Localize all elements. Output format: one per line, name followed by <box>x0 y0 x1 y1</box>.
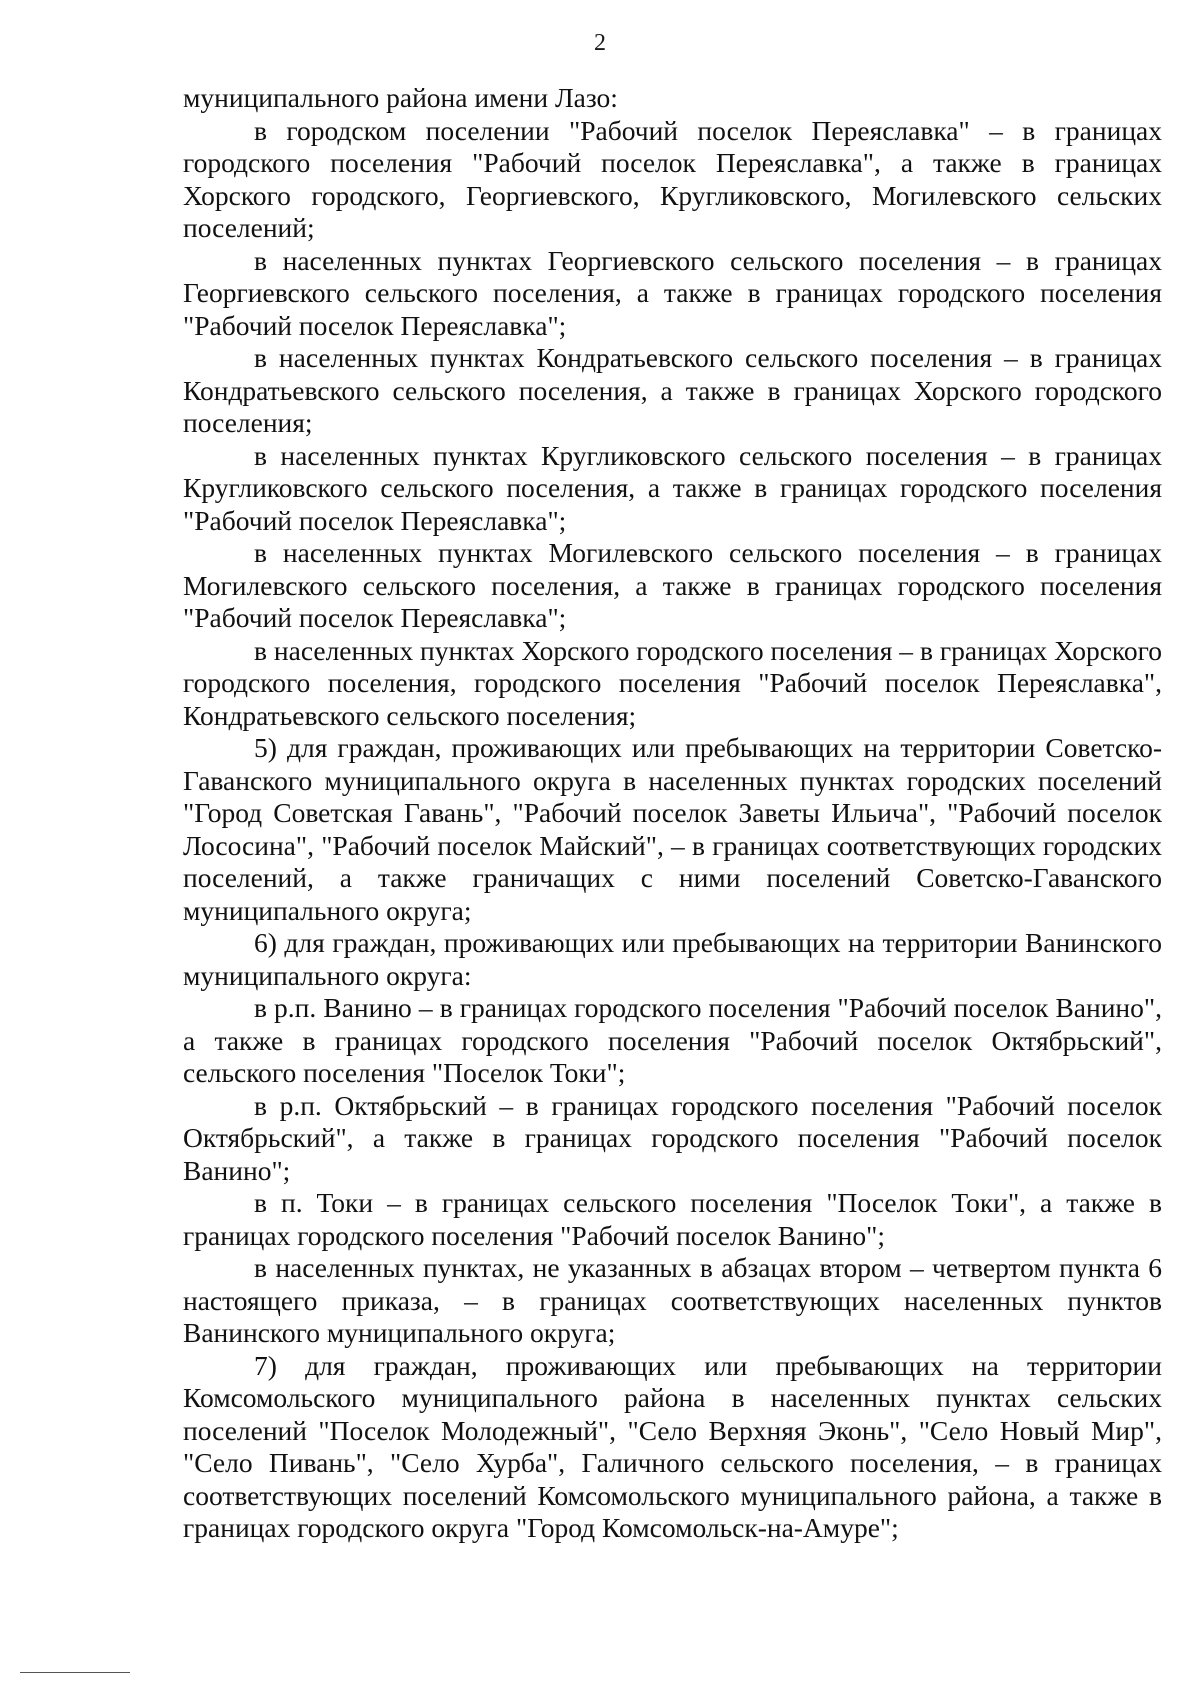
paragraph: в городском поселении "Рабочий поселок Переяславка" – в границах городского поселения "Рабочий поселок Переяславка", а также в границах Хорского городского, Георгиевского, Кругликовского, Могилевского сельских поселений; <box>183 114 1162 243</box>
paragraph: в р.п. Ванино – в границах городского поселения "Рабочий поселок Ванино", а также в границах городского поселения "Рабочий поселок Октябрьский", сельского поселения "Поселок Токи"; <box>183 992 1162 1088</box>
paragraph: муниципального района имени Лазо: <box>183 82 618 113</box>
document-body <box>183 82 1162 1545</box>
page-number: 2 <box>594 30 606 56</box>
paragraph: в п. Токи – в границах сельского поселения "Поселок Токи", а также в границах городского поселения "Рабочий поселок Ванино"; <box>183 1187 1162 1251</box>
footer-rule <box>20 1672 130 1673</box>
paragraph: в р.п. Октябрьский – в границах городского поселения "Рабочий поселок Октябрьский", а также в границах городского поселения "Рабочий поселок Ванино"; <box>183 1089 1162 1186</box>
paragraph: 6) для граждан, проживающих или пребывающих на территории Ванинского муниципального округа: <box>183 927 1162 991</box>
paragraph: в населенных пунктах, не указанных в абзацах втором – четвертом пункта 6 настоящего приказа, – в границах соответствующих населенных пунктов Ванинского муниципального округа; <box>183 1252 1162 1348</box>
paragraph: 7) для граждан, проживающих или пребывающих на территории Комсомольского муниципального района в населенных пунктах сельских поселений "Поселок Молодежный", "Село Верхняя Эконь", "Село Новый Мир", "Село Пивань", "Село Хурба", Галичного сельского поселения, – в границах соответствующих поселений Комсомольского муниципального района, а также в границах городского округа "Город Комсомольск-на-Амуре"; <box>183 1349 1162 1543</box>
paragraph: 5) для граждан, проживающих или пребывающих на территории Советско-Гаванского муниципального округа в населенных пунктах городских поселений "Город Советская Гавань", "Рабочий поселок Заветы Ильича", "Рабочий поселок Лососина", "Рабочий поселок Майский", – в границах соответствующих городских поселений, а также граничащих с ними поселений Советско-Гаванского муниципального округа; <box>183 732 1162 926</box>
paragraph: в населенных пунктах Георгиевского сельского поселения – в границах Георгиевского сельского поселения, а также в границах городского поселения "Рабочий поселок Переяславка"; <box>183 244 1162 341</box>
paragraph: в населенных пунктах Кругликовского сельского поселения – в границах Кругликовского сельского поселения, а также в границах городского поселения "Рабочий поселок Переяславка"; <box>183 439 1162 536</box>
paragraph: в населенных пунктах Кондратьевского сельского поселения – в границах Кондратьевского сельского поселения, а также в границах Хорского городского поселения; <box>183 342 1162 438</box>
paragraph: в населенных пунктах Хорского городского поселения – в границах Хорского городского поселения, городского поселения "Рабочий поселок Переяславка", Кондратьевского сельского поселения; <box>183 634 1162 731</box>
paragraph: в населенных пунктах Могилевского сельского поселения – в границах Могилевского сельского поселения, а также в границах городского поселения "Рабочий поселок Переяславка"; <box>183 537 1162 633</box>
